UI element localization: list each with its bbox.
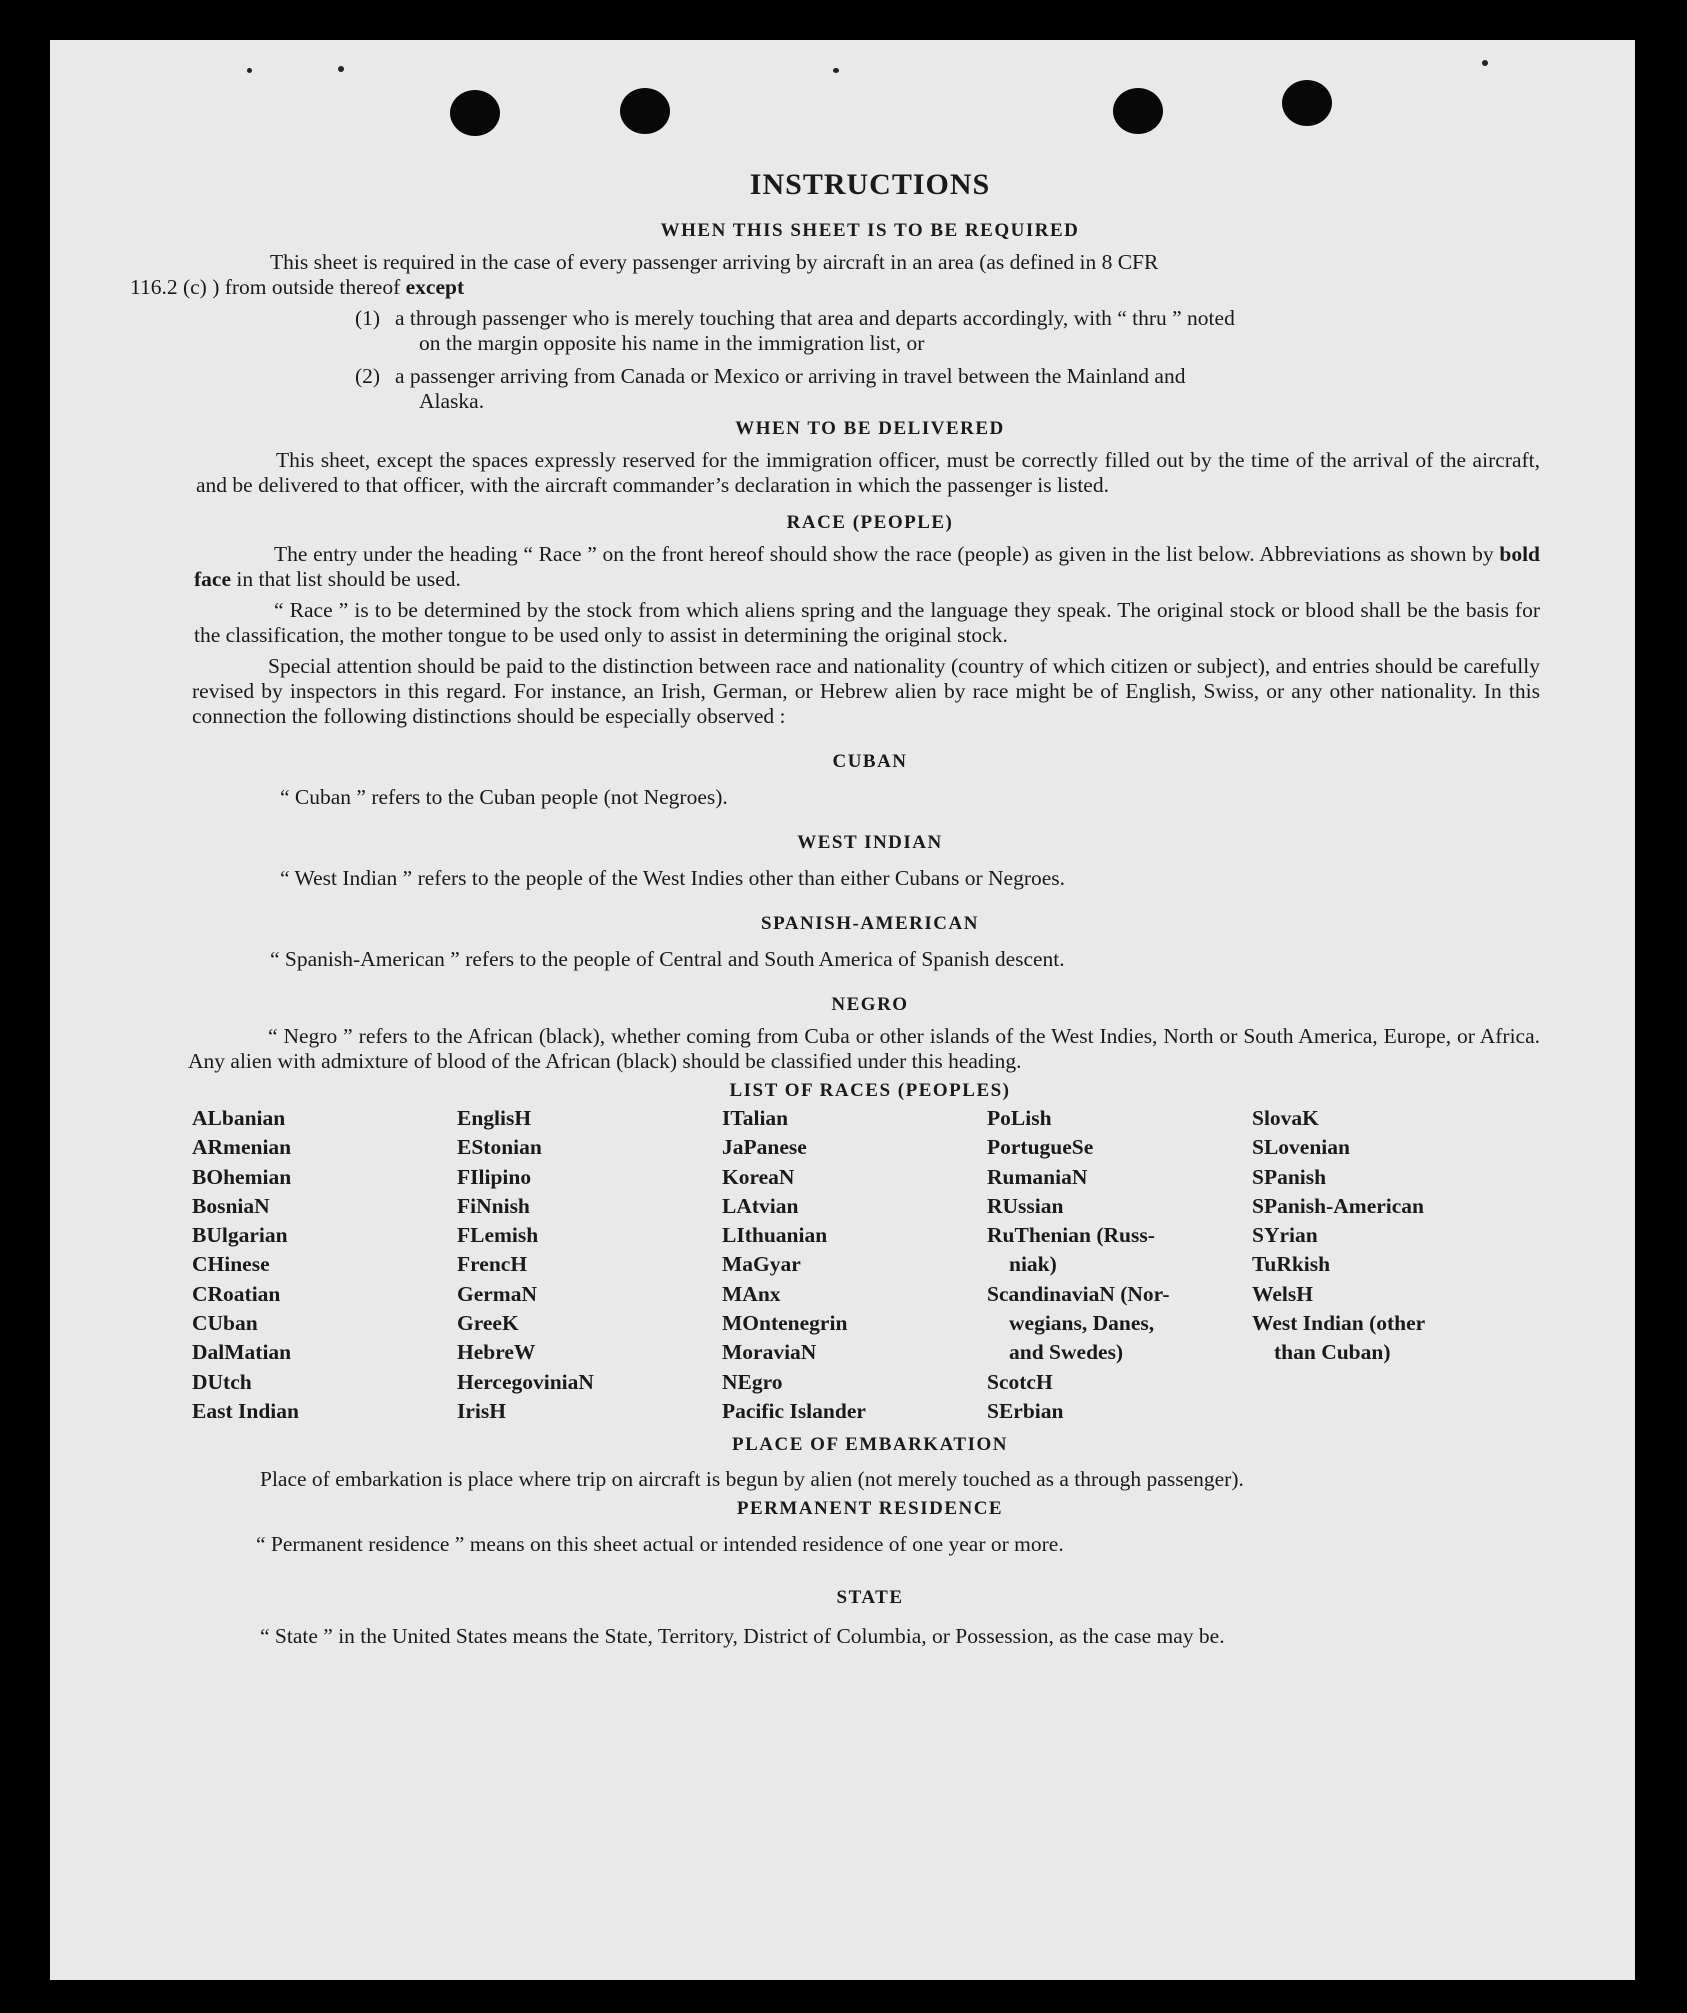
- race-item: PoLish: [987, 1106, 1052, 1130]
- item-line2: Alaska.: [419, 389, 485, 413]
- item-line2: on the margin opposite his name in the immigration list, or: [419, 331, 925, 355]
- race-paragraph-1: The entry under the heading “ Race ” on the front hereof should show the race (people) as given in the list below. Abbreviations as shown by bold face in that list should be used.: [194, 542, 1540, 591]
- race-item: SErbian: [987, 1398, 1064, 1423]
- race-paragraph-2: “ Race ” is to be determined by the stock from which aliens spring and the language they speak. The original stock or blood shall be the basis for the classification, the mother tongue to be used only to assist in determining the original stock.: [194, 598, 1540, 647]
- race-item-continuation: wegians, Danes,: [1009, 1311, 1155, 1336]
- race-item: FrencH: [457, 1252, 528, 1277]
- race-item: SlovaK: [1252, 1106, 1319, 1130]
- race-item: SPanish-American: [1252, 1193, 1424, 1218]
- races-list: [192, 1104, 1540, 1426]
- punch-hole: [1113, 88, 1163, 134]
- item-line1: a through passenger who is merely touching that area and departs accordingly, with “ thru ” noted: [395, 306, 1235, 330]
- except-word: except: [405, 275, 465, 299]
- race-item: EStonian: [457, 1135, 542, 1160]
- permanent-residence-text: “ Permanent residence ” means on this sheet actual or intended residence of one year or more.: [256, 1532, 1064, 1557]
- race-item: ScotcH: [987, 1369, 1053, 1394]
- race-item: RumaniaN: [987, 1164, 1088, 1189]
- race-item: MAnx: [722, 1281, 781, 1306]
- west-indian-text: “ West Indian ” refers to the people of the West Indies other than either Cubans or Negroes.: [280, 866, 1066, 890]
- document-sheet: [50, 40, 1635, 1980]
- race-item-continuation: than Cuban): [1274, 1340, 1391, 1365]
- race-item: EnglisH: [457, 1106, 532, 1130]
- races-column-4: [987, 1104, 1252, 1426]
- section-heading-cuban: CUBAN: [832, 751, 908, 772]
- section-heading-when-required: WHEN THIS SHEET IS TO BE REQUIRED: [660, 220, 1080, 241]
- cuban-text: “ Cuban ” refers to the Cuban people (not Negroes).: [280, 785, 728, 809]
- race-item-continuation: niak): [1009, 1252, 1057, 1277]
- intro-line2: 116.2 (c) ) from outside thereof: [130, 275, 406, 299]
- spanish-american-text: “ Spanish-American ” refers to the people of Central and South America of Spanish descent.: [270, 947, 1065, 971]
- race-item: RUssian: [987, 1193, 1064, 1218]
- when-delivered-text: This sheet, except the spaces expressly reserved for the immigration officer, must be correctly filled out by the time of the arrival of the aircraft, and be delivered to that officer, with the aircraft commander’s declaration in which the passenger is listed.: [196, 448, 1540, 497]
- race-item: FiNnish: [457, 1193, 530, 1218]
- race-item: RuThenian (Russ-: [987, 1223, 1155, 1248]
- punch-hole: [620, 88, 670, 134]
- exception-item-1: [355, 306, 1540, 356]
- race-item: GermaN: [457, 1281, 537, 1306]
- item-number: (2): [355, 364, 381, 388]
- section-heading-negro: NEGRO: [831, 994, 909, 1015]
- race-item: MoraviaN: [722, 1340, 817, 1365]
- race-item: DUtch: [192, 1369, 252, 1394]
- race-item: FIlipino: [457, 1164, 532, 1189]
- instructions-content: [130, 168, 1540, 1651]
- races-column-5: [1252, 1104, 1532, 1426]
- exception-item-2: [355, 364, 1540, 414]
- race-item: WelsH: [1252, 1281, 1313, 1306]
- section-heading-place-of-embarkation: PLACE OF EMBARKATION: [732, 1434, 1008, 1456]
- race-item: MaGyar: [722, 1252, 801, 1277]
- punch-hole: [1282, 80, 1332, 126]
- race-paragraph-3: Special attention should be paid to the distinction between race and nationality (country of which citizen or subject), and entries should be carefully revised by inspectors in this regard. For instance, an Irish, German, or Hebrew alien by race might be of English, Swiss, or any other nationality. In this connection the following distinctions should be especially observed :: [192, 654, 1540, 728]
- race-item-continuation: and Swedes): [1009, 1340, 1124, 1365]
- negro-text: “ Negro ” refers to the African (black), whether coming from Cuba or other islands of the West Indies, North or South America, Europe, or Africa. Any alien with admixture of blood of the African (black) should be classified under this heading.: [188, 1024, 1540, 1073]
- race-item: SYrian: [1252, 1223, 1318, 1248]
- race-item: BUlgarian: [192, 1223, 288, 1248]
- race-item: SPanish: [1252, 1164, 1327, 1189]
- section-heading-race: RACE (PEOPLE): [786, 512, 954, 533]
- race-item: IrisH: [457, 1398, 506, 1423]
- race-item: DalMatian: [192, 1340, 292, 1365]
- races-column-2: [457, 1104, 722, 1426]
- race-item: CHinese: [192, 1252, 270, 1277]
- race-item: ARmenian: [192, 1135, 292, 1160]
- race-item: HebreW: [457, 1340, 536, 1365]
- place-of-embarkation-text: Place of embarkation is place where trip on aircraft is begun by alien (not merely touched as a through passenger).: [260, 1467, 1244, 1492]
- races-column-3: [722, 1104, 987, 1426]
- race-item: ITalian: [722, 1106, 789, 1130]
- item-line1: a passenger arriving from Canada or Mexico or arriving in travel between the Mainland and: [395, 364, 1186, 388]
- race-item: LIthuanian: [722, 1223, 828, 1248]
- state-text: “ State ” in the United States means the State, Territory, District of Columbia, or Possession, as the case may be.: [260, 1624, 1225, 1649]
- section-heading-list-of-races: LIST OF RACES (PEOPLES): [729, 1080, 1011, 1101]
- races-column-1: [192, 1104, 457, 1426]
- race-item: MOntenegrin: [722, 1311, 848, 1336]
- section-heading-spanish-american: SPANISH-AMERICAN: [761, 913, 979, 934]
- race-item: NEgro: [722, 1369, 783, 1394]
- section-heading-state: STATE: [836, 1587, 904, 1609]
- race-item: Pacific Islander: [722, 1398, 866, 1423]
- race-item: BOhemian: [192, 1164, 292, 1189]
- race-item: HercegoviniaN: [457, 1369, 594, 1394]
- race-item: ScandinaviaN (Nor-: [987, 1281, 1170, 1306]
- section-heading-when-delivered: WHEN TO BE DELIVERED: [735, 418, 1005, 439]
- race-item: KoreaN: [722, 1164, 795, 1189]
- race-item: SLovenian: [1252, 1135, 1350, 1160]
- speck: [338, 66, 344, 72]
- section-heading-permanent-residence: PERMANENT RESIDENCE: [736, 1498, 1004, 1520]
- speck: [833, 68, 839, 73]
- race-item: East Indian: [192, 1398, 299, 1423]
- race-item: TuRkish: [1252, 1252, 1331, 1277]
- race-item: CRoatian: [192, 1281, 281, 1306]
- race-item: JaPanese: [722, 1135, 807, 1160]
- bold-face-term: bold face: [194, 542, 1540, 591]
- race-item: BosniaN: [192, 1193, 270, 1218]
- section-heading-west-indian: WEST INDIAN: [797, 832, 943, 853]
- item-number: (1): [355, 306, 381, 330]
- race-item: GreeK: [457, 1311, 519, 1336]
- race-item: PortugueSe: [987, 1135, 1094, 1160]
- page-title: INSTRUCTIONS: [749, 168, 991, 201]
- race-item: FLemish: [457, 1223, 539, 1248]
- race-item: LAtvian: [722, 1193, 799, 1218]
- speck: [247, 68, 252, 73]
- race-item: ALbanian: [192, 1106, 286, 1130]
- race-item: West Indian (other: [1252, 1311, 1426, 1336]
- speck: [1482, 60, 1488, 66]
- intro-line1: This sheet is required in the case of every passenger arriving by aircraft in an area (as defined in 8 CFR: [270, 250, 1159, 274]
- race-item: CUban: [192, 1311, 258, 1336]
- punch-hole: [450, 90, 500, 136]
- when-required-intro: [130, 250, 1540, 300]
